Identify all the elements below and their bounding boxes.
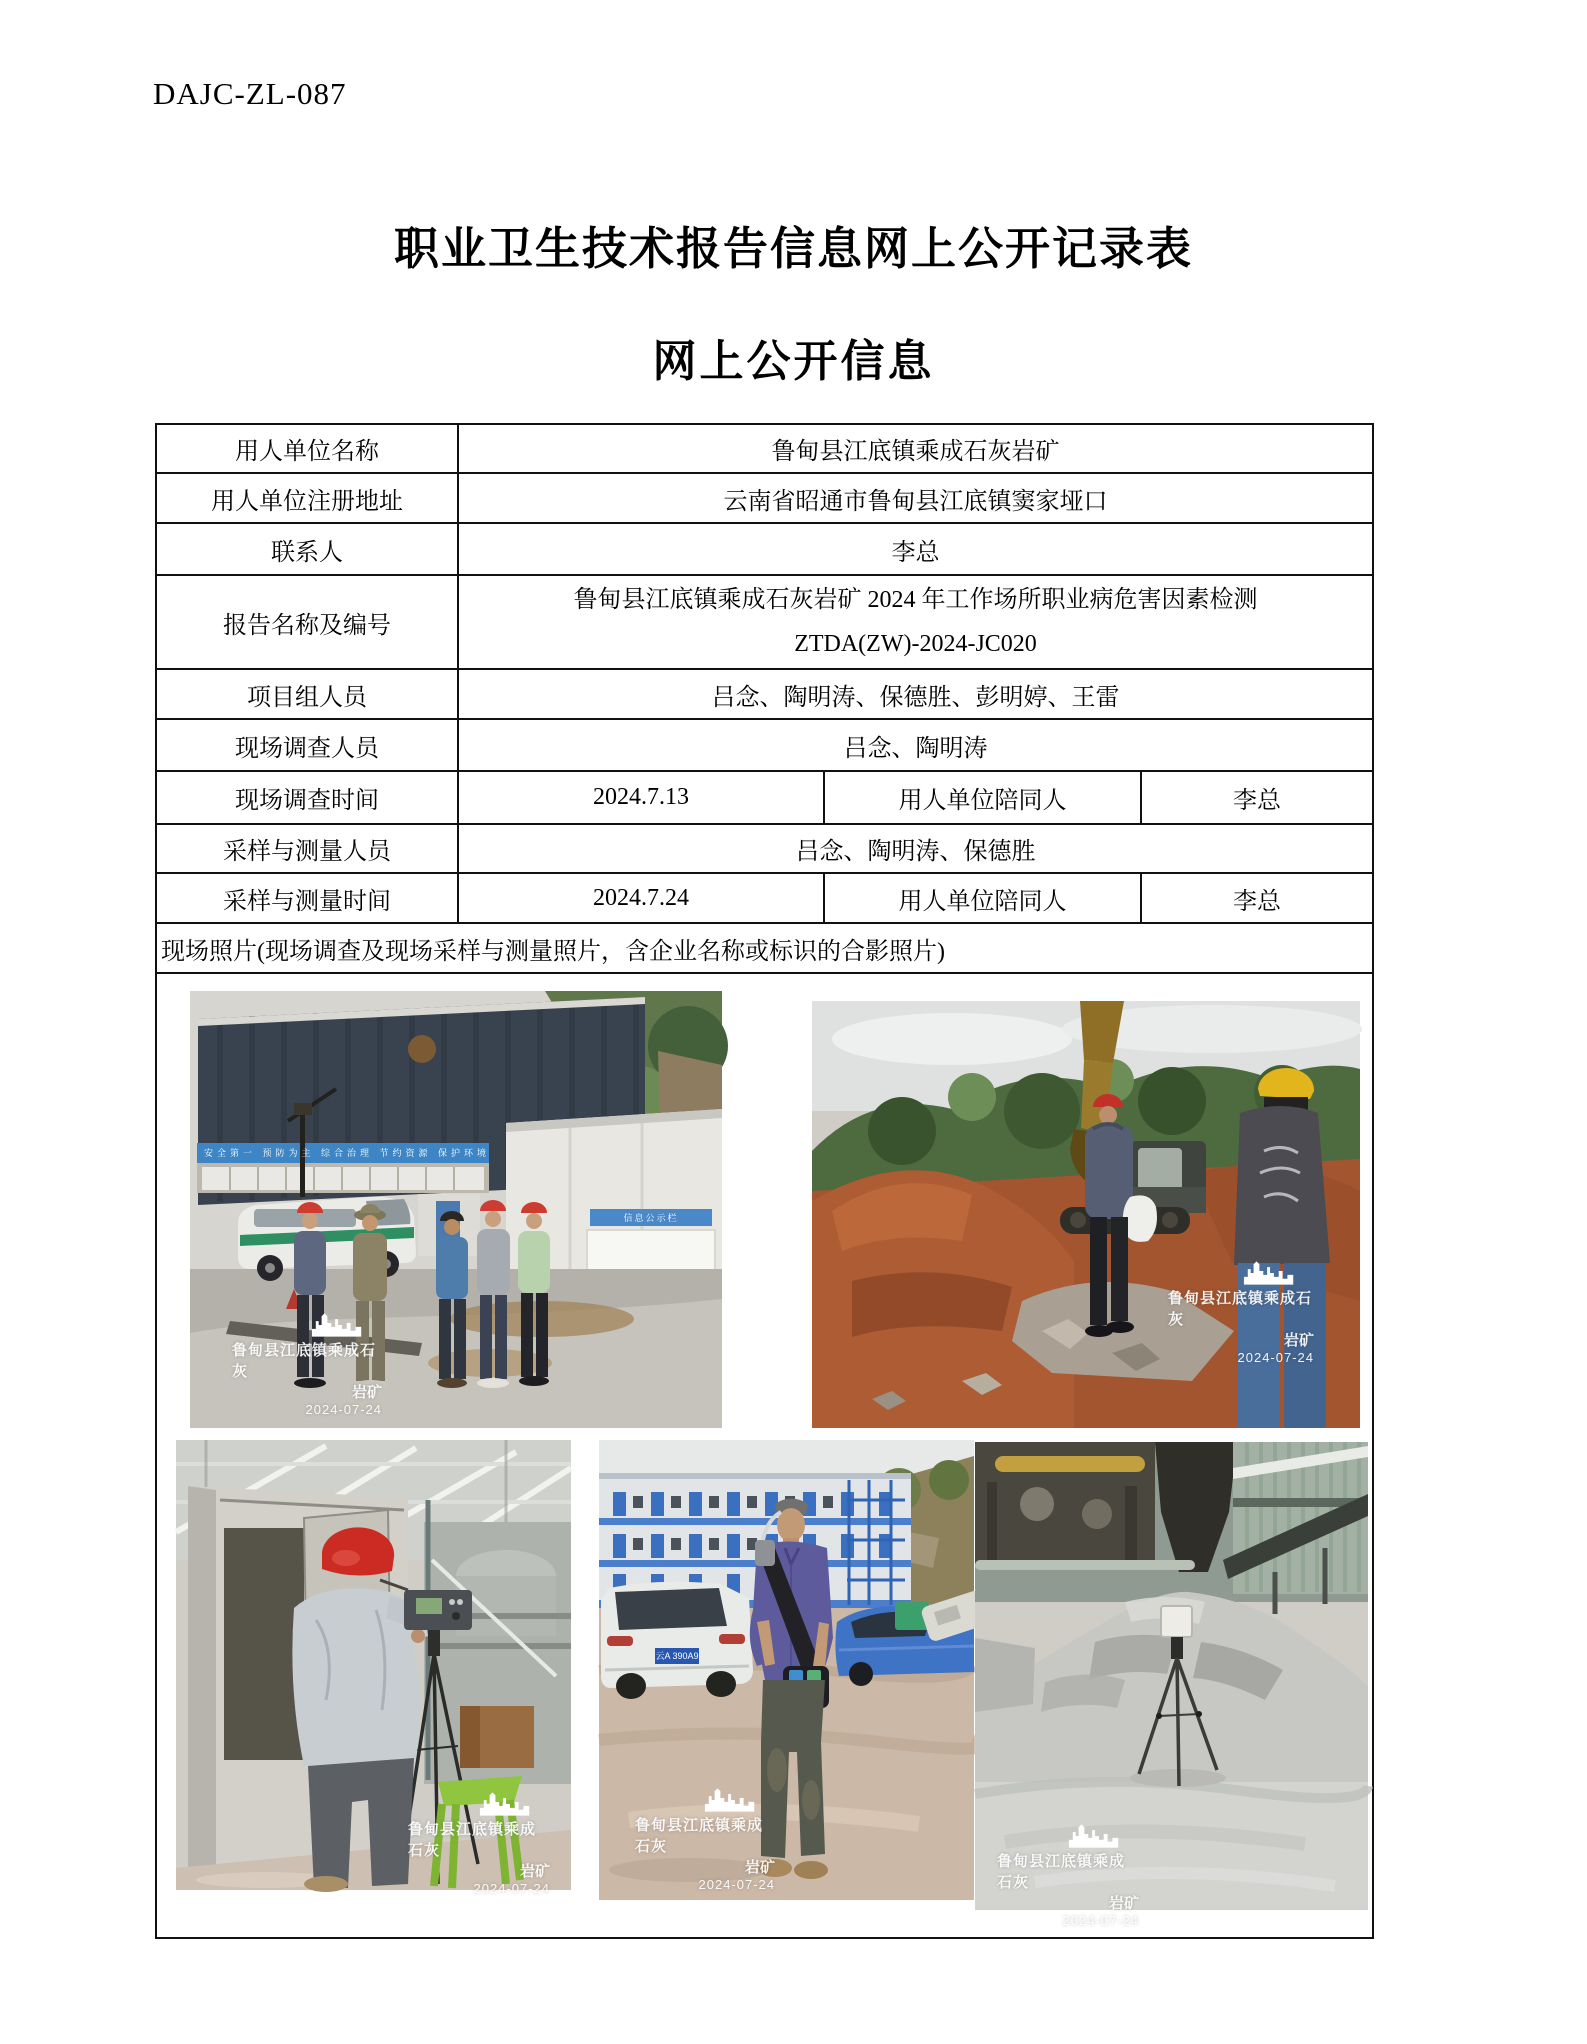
photo-site-group (190, 991, 722, 1428)
watermark-date: 2024-07-24 (1062, 1913, 1139, 1928)
watermark-date: 2024-07-24 (698, 1877, 775, 1892)
machinery-background (424, 1500, 571, 1784)
report-code: ZTDA(ZW)-2024-JC020 (794, 631, 1037, 657)
watermark-line2: 岩矿 (351, 1384, 382, 1401)
row-value: 吕念、陶明涛、保德胜 (458, 824, 1373, 873)
row-label: 现场调查时间 (156, 771, 458, 824)
watermark-line1: 鲁甸县江底镇乘成石灰 (1168, 1290, 1313, 1328)
watermark-skyline-icon (310, 1311, 368, 1337)
info-board-title: 信息公示栏 (623, 1213, 679, 1223)
table-row (156, 424, 1373, 473)
page-subtitle: 网上公开信息 (652, 337, 935, 386)
photo-watermark (997, 1822, 1139, 1928)
safety-banner-text: 安全第一 预防为主 综合治理 节约资源 保护环境 (204, 1148, 491, 1158)
row-label: 用人单位注册地址 (156, 473, 458, 523)
table-row (156, 473, 1373, 523)
watermark-skyline-icon (703, 1786, 761, 1812)
watermark-line2: 岩矿 (1283, 1332, 1314, 1349)
photo-watermark (1168, 1259, 1314, 1365)
photo-watermark (635, 1786, 775, 1892)
watermark-skyline-icon (1242, 1259, 1300, 1285)
row-value-2: 李总 (1141, 771, 1373, 824)
photo-watermark (232, 1311, 382, 1417)
info-table (155, 423, 1374, 1939)
photo-mining-area (812, 1001, 1360, 1428)
row-value-2: 李总 (1141, 873, 1373, 923)
watermark-line2: 岩矿 (1108, 1895, 1139, 1912)
photo-dust-pile-measurement (975, 1442, 1368, 1928)
table-row (156, 669, 1373, 719)
row-value: 吕念、陶明涛、保德胜、彭明婷、王雷 (458, 669, 1373, 719)
watermark-line1: 鲁甸县江底镇乘成石灰 (635, 1817, 764, 1855)
row-value: 2024.7.13 (458, 771, 824, 824)
photo-sampling-worker (599, 1440, 974, 1900)
table-row (156, 824, 1373, 873)
row-value: 鲁甸县江底镇乘成石灰岩矿 (458, 424, 1373, 473)
watermark-line2: 岩矿 (519, 1863, 550, 1880)
row-label-2: 用人单位陪同人 (824, 771, 1141, 824)
photo-caption: 现场照片(现场调查及现场采样与测量照片，含企业名称或标识的合影照片) (156, 923, 1373, 973)
row-value: 李总 (458, 523, 1373, 575)
row-label: 项目组人员 (156, 669, 458, 719)
table-row (156, 973, 1373, 1938)
report-name: 鲁甸县江底镇乘成石灰岩矿 2024 年工作场所职业病危害因素检测 (573, 587, 1258, 613)
row-value: 云南省昭通市鲁甸县江底镇窦家垭口 (458, 473, 1373, 523)
white-suv (601, 1582, 753, 1699)
photo-indoor-measurement (176, 1440, 571, 1896)
row-label: 采样与测量人员 (156, 824, 458, 873)
table-row (156, 575, 1373, 669)
watermark-line2: 岩矿 (744, 1859, 775, 1876)
table-row (156, 719, 1373, 771)
license-plate: 云A 390A9 (655, 1651, 699, 1661)
photo-watermark (408, 1790, 550, 1896)
row-label: 联系人 (156, 523, 458, 575)
watermark-date: 2024-07-24 (305, 1402, 382, 1417)
table-row (156, 923, 1373, 973)
watermark-line1: 鲁甸县江底镇乘成石灰 (997, 1853, 1126, 1891)
photos-cell (156, 973, 1373, 1938)
watermark-date: 2024-07-24 (473, 1881, 550, 1896)
watermark-date: 2024-07-24 (1237, 1350, 1314, 1365)
document-code: DAJC-ZL-087 (153, 76, 347, 111)
row-label: 用人单位名称 (156, 424, 458, 473)
watermark-skyline-icon (1067, 1822, 1125, 1848)
page-title: 职业卫生技术报告信息网上公开记录表 (393, 224, 1193, 274)
row-label: 报告名称及编号 (156, 575, 458, 669)
table-row (156, 523, 1373, 575)
row-value: 2024.7.24 (458, 873, 824, 923)
row-label: 现场调查人员 (156, 719, 458, 771)
row-label-2: 用人单位陪同人 (824, 873, 1141, 923)
watermark-line1: 鲁甸县江底镇乘成石灰 (408, 1821, 537, 1859)
table-row (156, 873, 1373, 923)
watermark-line1: 鲁甸县江底镇乘成石灰 (232, 1342, 377, 1380)
row-label: 采样与测量时间 (156, 873, 458, 923)
row-value: 吕念、陶明涛 (458, 719, 1373, 771)
table-row (156, 771, 1373, 824)
watermark-skyline-icon (478, 1790, 536, 1816)
row-value (458, 575, 1373, 669)
